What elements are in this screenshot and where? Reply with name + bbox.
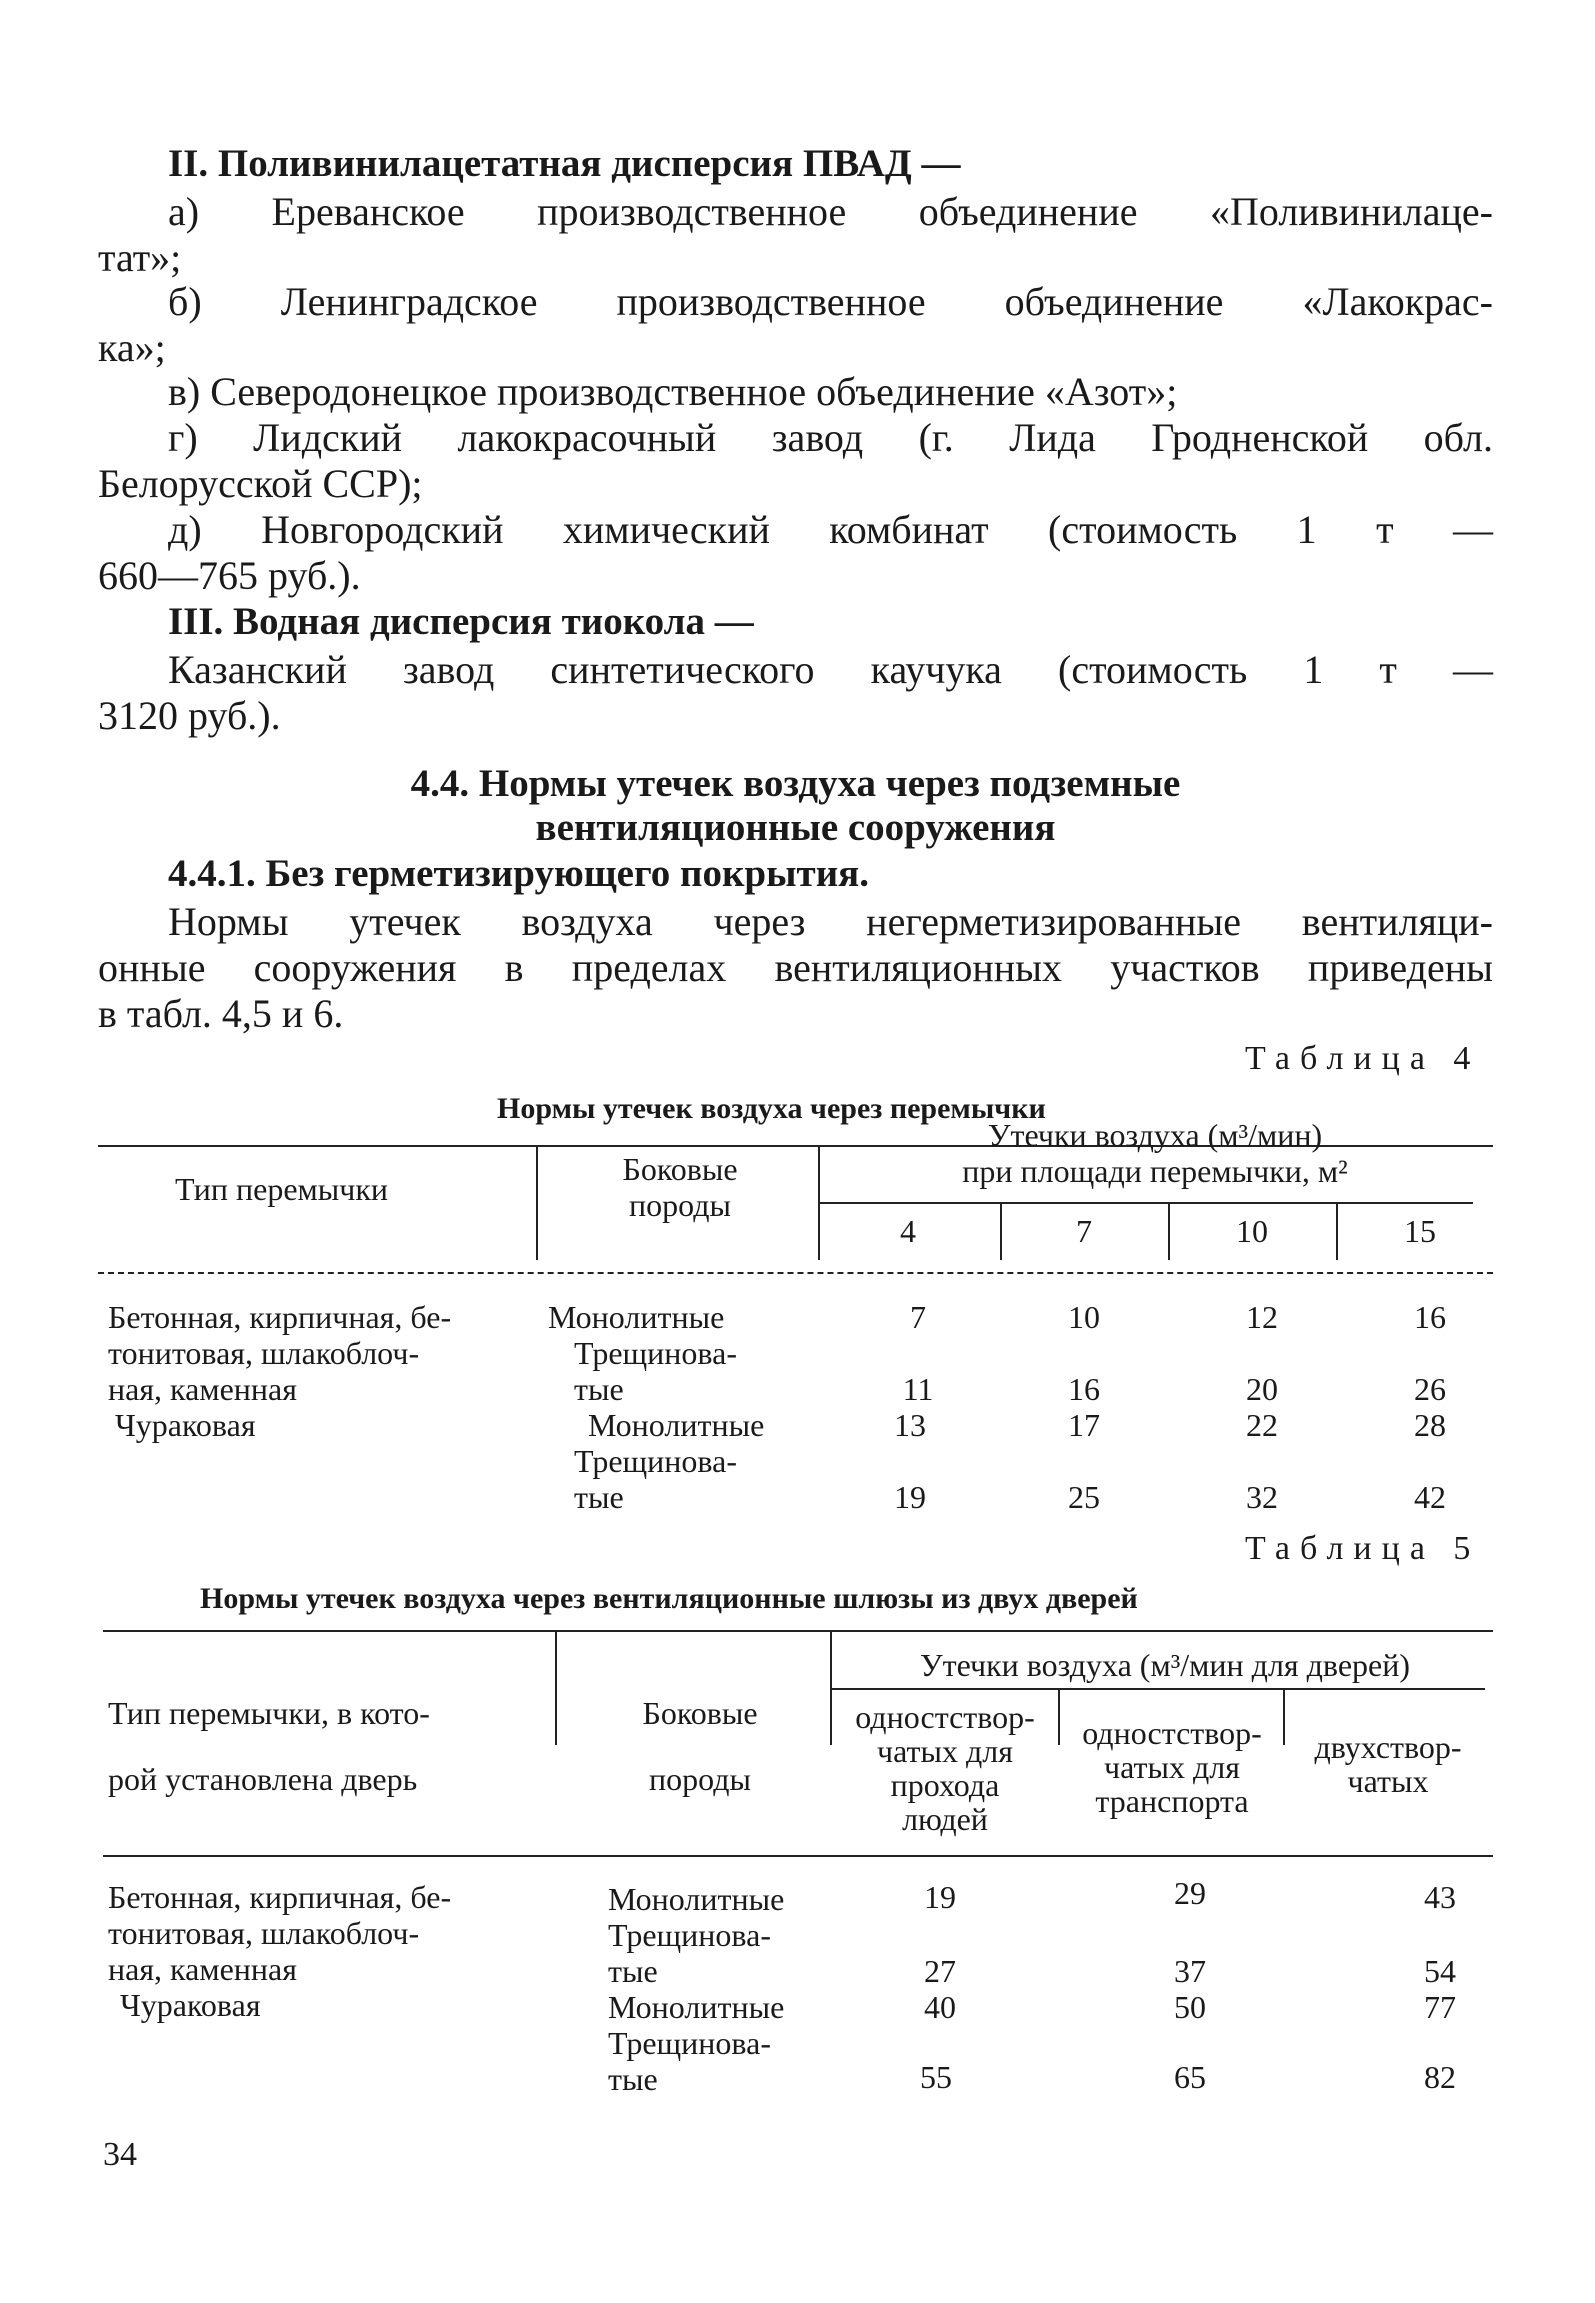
text-line: Нормы утечек воздуха через негерметизированные вентиляци- <box>168 899 1493 944</box>
table-5-rock-cell: Трещинова- <box>608 1917 771 1953</box>
table-5-rock-cell: тые <box>608 1953 658 1989</box>
table-5-subheader: прохода <box>890 1767 1000 1803</box>
text-line: 3120 руб.). <box>98 693 281 738</box>
table-5-value: 19 <box>924 1879 956 1915</box>
table-5-rock-cell: Монолитные <box>608 1989 785 2025</box>
table-5-subheader: одностствор- <box>855 1699 1035 1735</box>
table-5-subheader: чатых <box>1347 1763 1429 1799</box>
table-rule <box>103 1855 1493 1857</box>
table-4-value: 32 <box>1246 1479 1278 1515</box>
text-line: в) Северодонецкое производственное объединение «Азот»; <box>168 369 1178 414</box>
text-line: г) Лидский лакокрасочный завод (г. Лида Гродненской обл. <box>168 415 1493 460</box>
table-4-type-cell: ная, каменная <box>108 1371 297 1407</box>
table-5-subheader: одностствор- <box>1082 1715 1262 1751</box>
table-4-value: 10 <box>1068 1299 1100 1335</box>
table-rule <box>1058 1688 1060 1745</box>
table-5-value: 37 <box>1174 1953 1206 1989</box>
table-5-col-rocks-header: породы <box>649 1761 751 1797</box>
table-rule <box>1336 1202 1338 1260</box>
table-4-value: 25 <box>1068 1479 1100 1515</box>
table-5-value: 65 <box>1174 2059 1206 2095</box>
table-4-caption: Нормы утечек воздуха через перемычки <box>497 1092 1046 1125</box>
table-5-subheader: чатых для <box>877 1733 1013 1769</box>
table-5-value: 82 <box>1424 2059 1456 2095</box>
table-4-value: 16 <box>1068 1371 1100 1407</box>
section-4-4-title: 4.4. Нормы утечек воздуха через подземные <box>410 762 1181 805</box>
text-line: б) Ленинградское производственное объединение «Лакокрас- <box>168 279 1493 324</box>
table-5-caption: Нормы утечек воздуха через вентиляционные шлюзы из двух дверей <box>200 1582 1138 1615</box>
text-line: в табл. 4,5 и 6. <box>98 991 344 1036</box>
table-4-value: 42 <box>1414 1479 1446 1515</box>
table-4-value: 22 <box>1246 1407 1278 1443</box>
table-4-area-header: 10 <box>1236 1213 1268 1249</box>
table-rule <box>1168 1202 1170 1260</box>
table-4-col-type-header: Тип перемычки <box>175 1171 389 1207</box>
table-5-col-type-header: рой установлена дверь <box>108 1761 418 1797</box>
table-4-area-header: 4 <box>900 1213 916 1249</box>
table-4-value: 19 <box>894 1479 926 1515</box>
table-5-label: Таблица 5 <box>1245 1530 1481 1567</box>
table-5-type-cell: Чураковая <box>120 1987 261 2023</box>
table-5-col-type-header: Тип перемычки, в кото- <box>108 1695 430 1731</box>
table-4-rock-cell: Монолитные <box>588 1407 765 1443</box>
table-rule <box>536 1145 538 1260</box>
table-5-rock-cell: Трещинова- <box>608 2025 771 2061</box>
table-4-rock-cell: тые <box>574 1479 624 1515</box>
section-4-4-1-title: 4.4.1. Без герметизирующего покрытия. <box>168 852 870 895</box>
table-5-value: 55 <box>920 2059 952 2095</box>
table-rule <box>818 1202 1473 1204</box>
table-4-leak-header: Утечки воздуха (м³/мин) <box>987 1117 1323 1153</box>
table-4-type-cell: Чураковая <box>115 1407 256 1443</box>
table-4-value: 16 <box>1414 1299 1446 1335</box>
table-4-area-header: 7 <box>1076 1213 1092 1249</box>
text-line: онные сооружения в пределах вентиляционных участков приведены <box>98 945 1493 990</box>
table-4-area-header: 15 <box>1404 1213 1436 1249</box>
table-4-type-cell: Бетонная, кирпичная, бе- <box>108 1299 452 1335</box>
table-5-value: 50 <box>1174 1989 1206 2025</box>
table-5-subheader: чатых для <box>1104 1749 1240 1785</box>
table-rule <box>1283 1688 1285 1745</box>
table-rule <box>103 1630 1493 1632</box>
table-5-value: 40 <box>924 1989 956 2025</box>
text-line: д) Новгородский химический комбинат (стоимость 1 т — <box>168 507 1493 552</box>
table-4-col-rocks-header: Боковые <box>622 1151 738 1187</box>
table-5-type-cell: тонитовая, шлакоблоч- <box>108 1915 420 1951</box>
table-4-leak-header: при площади перемычки, м² <box>962 1153 1348 1189</box>
table-4-col-rocks-header: породы <box>629 1187 731 1223</box>
section-4-4-title-cont: вентиляционные сооружения <box>535 806 1056 849</box>
table-5-col-rocks-header: Боковые <box>642 1695 758 1731</box>
table-4-value: 11 <box>902 1371 934 1407</box>
table-5-subheader: двухствор- <box>1314 1729 1462 1765</box>
table-rule <box>98 1272 1493 1274</box>
table-5-value: 54 <box>1424 1953 1456 1989</box>
table-5-type-cell: ная, каменная <box>108 1951 297 1987</box>
table-4-rock-cell: Трещинова- <box>574 1335 737 1371</box>
table-4-type-cell: тонитовая, шлакоблоч- <box>108 1335 420 1371</box>
table-4-value: 13 <box>894 1407 926 1443</box>
table-rule <box>830 1688 1485 1690</box>
text-line: Казанский завод синтетического каучука (стоимость 1 т — <box>168 647 1493 692</box>
text-line: 660—765 руб.). <box>98 553 361 598</box>
text-line: ка»; <box>98 325 166 370</box>
table-4-value: 7 <box>910 1299 926 1335</box>
table-4-rock-cell: Трещинова- <box>574 1443 737 1479</box>
section-3-title: III. Водная дисперсия тиокола — <box>168 600 754 643</box>
table-5-value: 27 <box>924 1953 956 1989</box>
table-4-value: 28 <box>1414 1407 1446 1443</box>
section-2-title: II. Поливинилацетатная дисперсия ПВАД — <box>168 142 961 185</box>
table-5-leak-header: Утечки воздуха (м³/мин для дверей) <box>919 1647 1411 1683</box>
table-5-subheader: транспорта <box>1095 1783 1249 1819</box>
table-4-value: 20 <box>1246 1371 1278 1407</box>
table-4-rock-cell: тые <box>574 1371 624 1407</box>
table-4-rock-cell: Монолитные <box>548 1299 725 1335</box>
table-5-subheader: людей <box>902 1801 988 1837</box>
table-4-value: 12 <box>1246 1299 1278 1335</box>
page-number: 34 <box>103 2136 137 2173</box>
table-4-label: Таблица 4 <box>1245 1040 1481 1077</box>
table-5-rock-cell: Монолитные <box>608 1881 785 1917</box>
table-4-value: 26 <box>1414 1371 1446 1407</box>
text-line: тат»; <box>98 235 182 280</box>
table-5-type-cell: Бетонная, кирпичная, бе- <box>108 1879 452 1915</box>
table-5-value: 77 <box>1424 1989 1456 2025</box>
text-line: а) Ереванское производственное объединение «Поливинилаце- <box>168 189 1493 234</box>
table-4-value: 17 <box>1068 1407 1100 1443</box>
table-5-rock-cell: тые <box>608 2061 658 2097</box>
table-rule <box>555 1630 557 1745</box>
table-5-value: 43 <box>1424 1879 1456 1915</box>
table-5-value: 29 <box>1174 1875 1206 1911</box>
table-rule <box>1000 1202 1002 1260</box>
text-line: Белорусской ССР); <box>98 461 423 506</box>
